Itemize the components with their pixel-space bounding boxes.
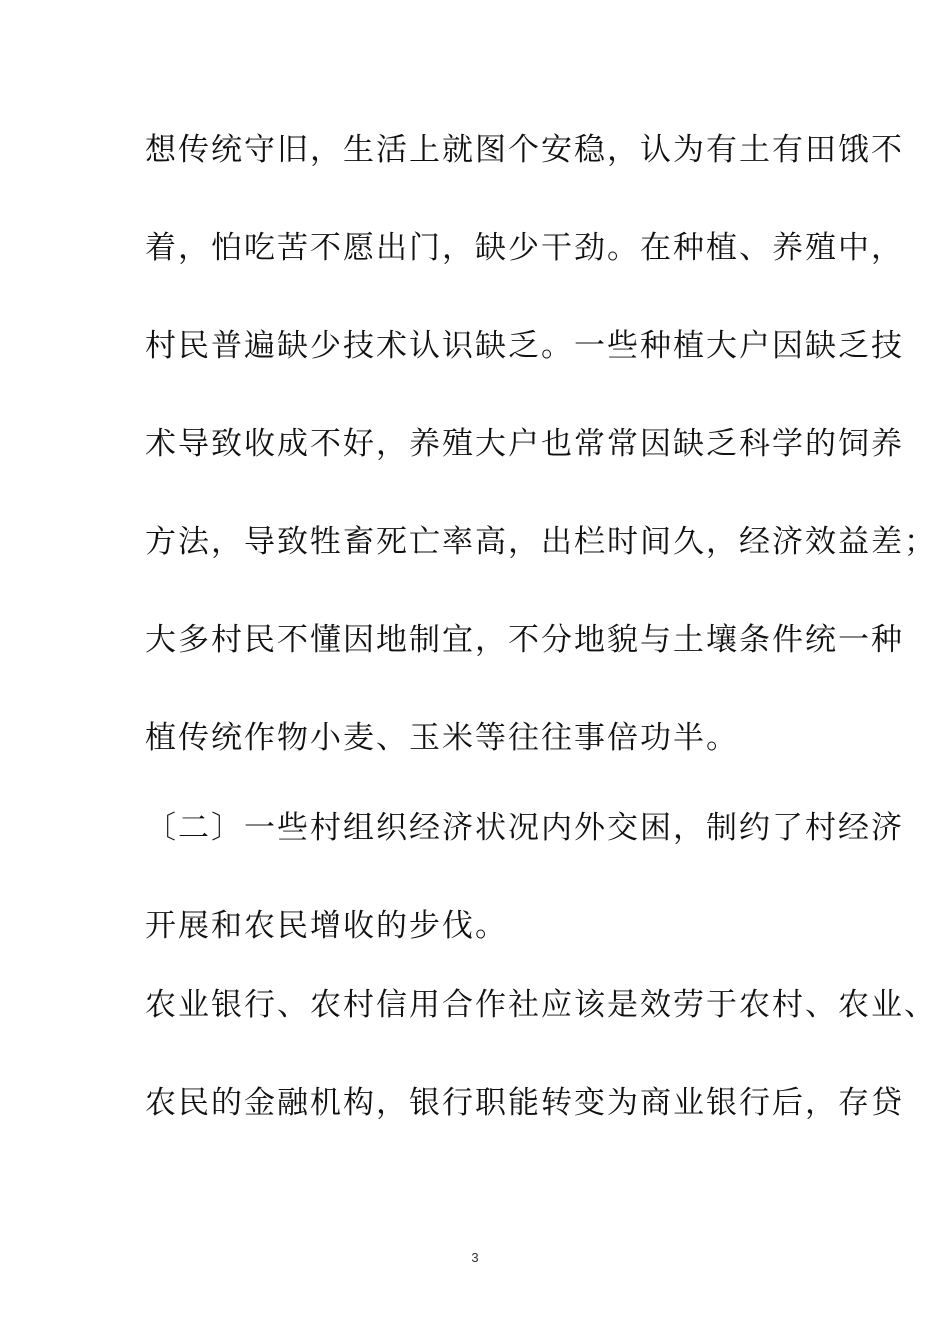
page-number: 3: [471, 1250, 479, 1265]
text-line-6: 大多村民不懂因地制宜，不分地貌与土壤条件统一种: [145, 622, 904, 658]
text-line-5: 方法，导致牲畜死亡率高，出栏时间久，经济效益差；: [145, 524, 937, 560]
text-line-1: 想传统守旧，生活上就图个安稳，认为有土有田饿不: [145, 132, 904, 168]
text-line-7: 植传统作物小麦、玉米等往往事倍功半。: [145, 720, 739, 756]
section-heading-line-2: 开展和农民增收的步伐。: [145, 908, 508, 944]
text-line-4: 术导致收成不好，养殖大户也常常因缺乏科学的饲养: [145, 426, 904, 462]
section-heading-line-1: 〔二〕一些村组织经济状况内外交困，制约了村经济: [145, 810, 904, 846]
text-line-11: 农民的金融机构，银行职能转变为商业银行后，存贷: [145, 1085, 904, 1121]
text-line-10: 农业银行、农村信用合作社应该是效劳于农村、农业、: [145, 987, 937, 1023]
text-line-3: 村民普遍缺少技术认识缺乏。一些种植大户因缺乏技: [145, 328, 904, 364]
text-line-2: 着，怕吃苦不愿出门，缺少干劲。在种植、养殖中，: [145, 230, 904, 266]
